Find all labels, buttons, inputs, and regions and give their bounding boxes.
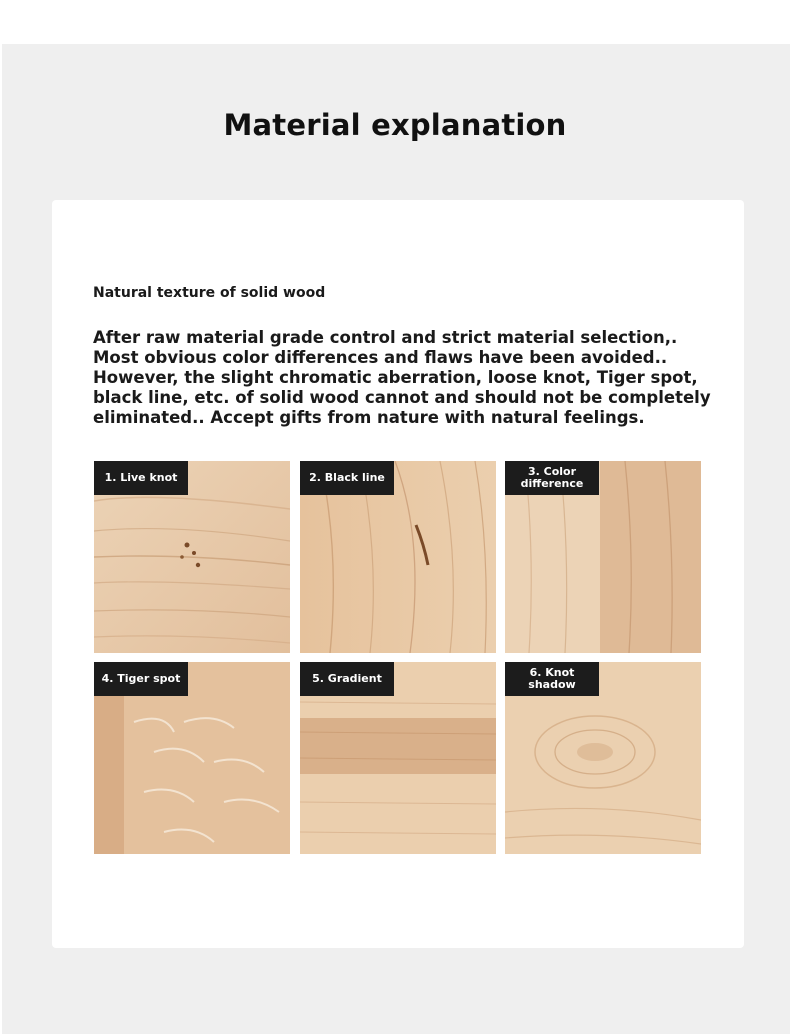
sample-label: 4. Tiger spot <box>94 662 188 696</box>
sample-tiger-spot <box>94 662 290 854</box>
sample-gradient <box>300 662 496 854</box>
sample-live-knot <box>94 461 290 653</box>
page-title: Material explanation <box>223 108 567 142</box>
sample-knot-shadow <box>505 662 701 854</box>
description-line: black line, etc. of solid wood cannot and should not be completely <box>93 388 711 407</box>
sample-label: 5. Gradient <box>300 662 394 696</box>
description-line: eliminated.. Accept gifts from nature with natural feelings. <box>93 408 645 427</box>
sample-label: 6. Knot shadow <box>505 662 599 696</box>
description-line: However, the slight chromatic aberration, loose knot, Tiger spot, <box>93 368 698 387</box>
section-subtitle: Natural texture of solid wood <box>93 285 326 301</box>
sample-label: 3. Color difference <box>505 461 599 495</box>
sample-label: 1. Live knot <box>94 461 188 495</box>
sample-black-line <box>300 461 496 653</box>
description <box>93 328 711 428</box>
sample-label: 2. Black line <box>300 461 394 495</box>
description-line: After raw material grade control and strict material selection,. <box>93 328 678 347</box>
description-line: Most obvious color differences and flaws have been avoided.. <box>93 348 668 367</box>
sample-color-difference <box>505 461 701 653</box>
